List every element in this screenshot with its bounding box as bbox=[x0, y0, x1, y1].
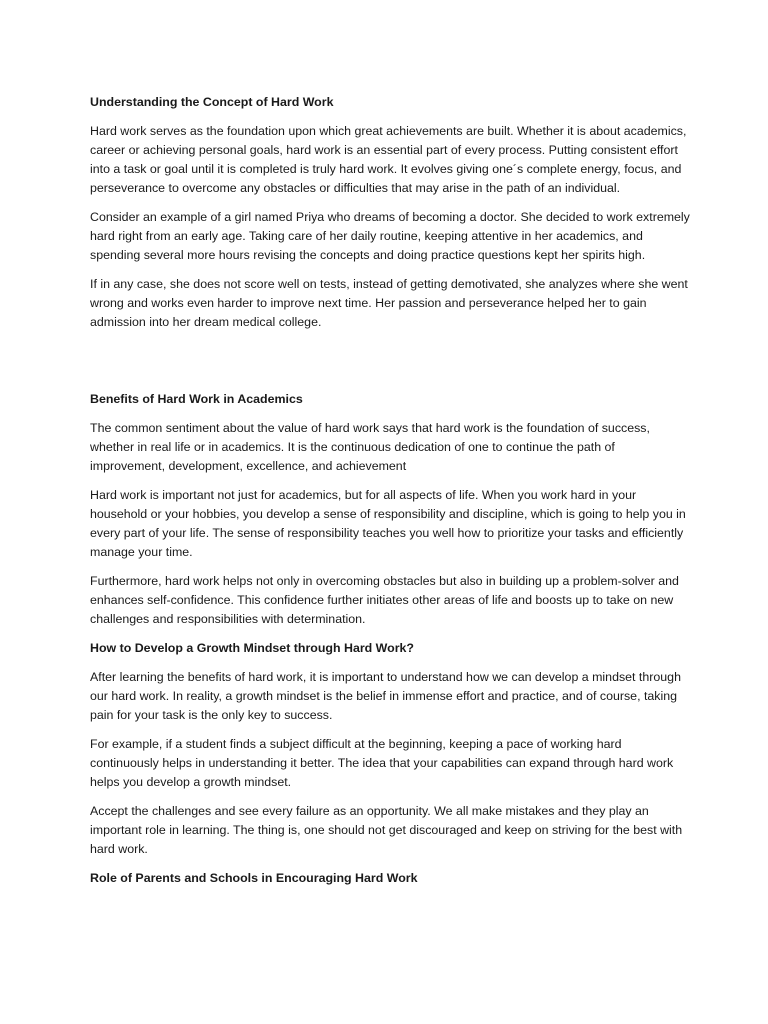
paragraph: After learning the benefits of hard work, it is important to understand how we can develop a mindset through our hard work. In reality, a growth mindset is the belief in immense effort and practice, and of course, taking pain for your task is the only key to success. bbox=[90, 670, 681, 722]
section-heading: Benefits of Hard Work in Academics bbox=[90, 392, 303, 406]
section-heading: How to Develop a Growth Mindset through Hard Work? bbox=[90, 641, 414, 655]
section-heading: Role of Parents and Schools in Encouraging Hard Work bbox=[90, 871, 418, 885]
section-heading: Understanding the Concept of Hard Work bbox=[90, 95, 334, 109]
paragraph: For example, if a student finds a subject difficult at the beginning, keeping a pace of working hard continuously helps in understanding it better. The idea that your capabilities can expand through hard work helps you develop a growth mindset. bbox=[90, 737, 674, 789]
document-page bbox=[90, 93, 690, 898]
paragraph: Furthermore, hard work helps not only in overcoming obstacles but also in building up a problem-solver and enhances self-confidence. This confidence further initiates other areas of life and boosts up to take on new challenges and responsibilities with determination. bbox=[90, 574, 679, 626]
paragraph: Hard work serves as the foundation upon which great achievements are built. Whether it is about academics, career or achieving personal goals, hard work is an essential part of every process. Putting consistent effort into a task or goal until it is completed is truly hard work. It evolves giving one´s complete energy, focus, and perseverance to overcome any obstacles or difficulties that may arise in the path of an individual. bbox=[90, 124, 687, 195]
paragraph: Consider an example of a girl named Priya who dreams of becoming a doctor. She decided to work extremely hard right from an early age. Taking care of her daily routine, keeping attentive in her academics, and spending several more hours revising the concepts and doing practice questions kept her spirits high. bbox=[90, 210, 690, 262]
paragraph: The common sentiment about the value of hard work says that hard work is the foundation of success, whether in real life or in academics. It is the continuous dedication of one to continue the path of improvement, development, excellence, and achievement bbox=[90, 421, 650, 473]
blank-space bbox=[90, 342, 690, 390]
paragraph: If in any case, she does not score well on tests, instead of getting demotivated, she analyzes where she went wrong and works even harder to improve next time. Her passion and perseverance helped her to gain admission into her dream medical college. bbox=[90, 277, 688, 329]
paragraph: Accept the challenges and see every failure as an opportunity. We all make mistakes and they play an important role in learning. The thing is, one should not get discouraged and keep on striving for the best with hard work. bbox=[90, 804, 683, 856]
paragraph: Hard work is important not just for academics, but for all aspects of life. When you work hard in your household or your hobbies, you develop a sense of responsibility and discipline, which is going to help you in every part of your life. The sense of responsibility teaches you well how to prioritize your tasks and efficiently manage your time. bbox=[90, 488, 686, 559]
